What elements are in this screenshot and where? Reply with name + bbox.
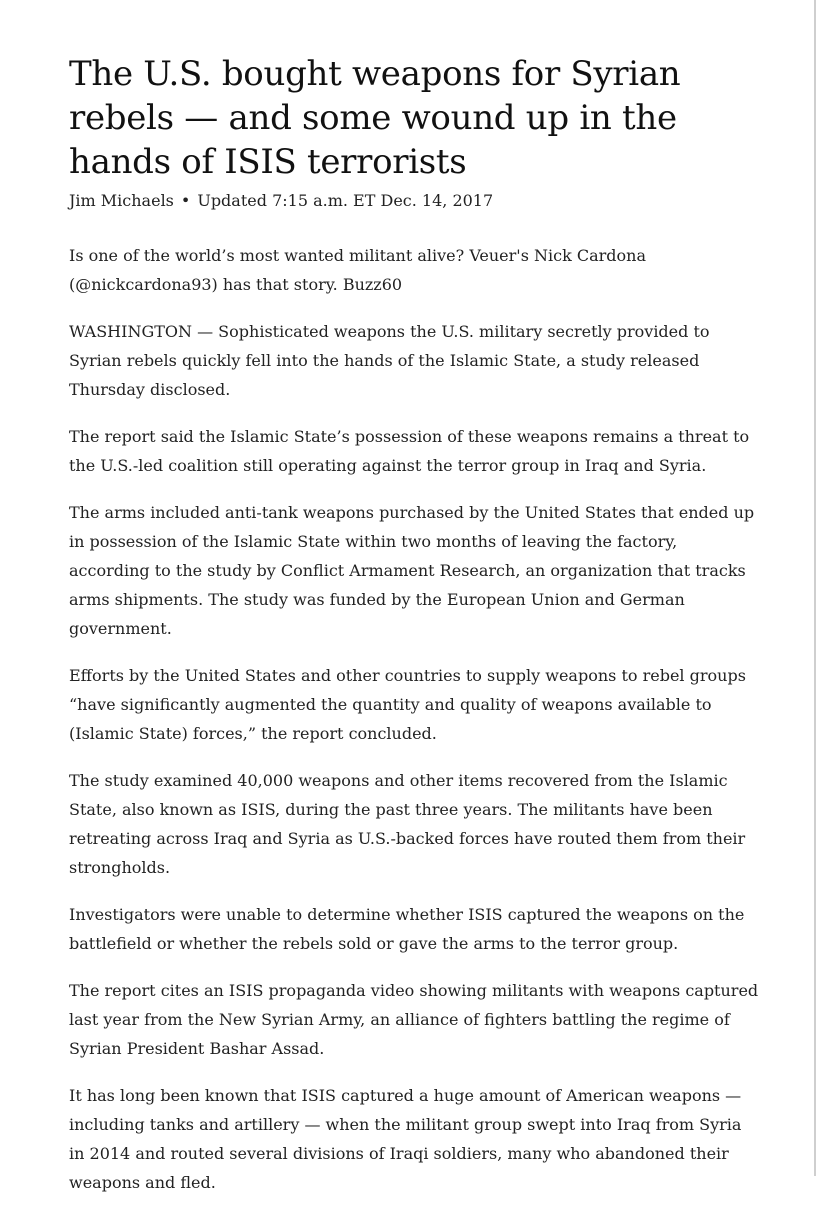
article	[69, 52, 759, 1215]
article-paragraph-video-caption: Is one of the world’s most wanted militant alive? Veuer's Nick Cardona (@nickcardona93) has that story. Buzz60	[69, 246, 646, 294]
updated-timestamp: Updated 7:15 a.m. ET Dec. 14, 2017	[197, 191, 494, 210]
article-paragraph: The study examined 40,000 weapons and other items recovered from the Islamic State, also known as ISIS, during the past three years. The militants have been retreating across Iraq and Syria as U.S.-backed forces have routed them from their strongholds.	[69, 771, 746, 877]
article-paragraph: The arms included anti-tank weapons purchased by the United States that ended up in possession of the Islamic State within two months of leaving the factory, according to the study by Conflict Armament Research, an organization that tracks arms shipments. The study was funded by the European Union and German government.	[69, 503, 755, 638]
article-paragraph: It has long been known that ISIS captured a huge amount of American weapons — including tanks and artillery — when the militant group swept into Iraq from Syria in 2014 and routed several divisions of Iraqi soldiers, many who abandoned their weapons and fled.	[69, 1086, 742, 1192]
author-name[interactable]: Jim Michaels	[69, 191, 174, 210]
article-headline: The U.S. bought weapons for Syrian rebels — and some wound up in the hands of ISIS terrorists	[69, 54, 681, 182]
byline	[69, 190, 759, 212]
byline-separator: •	[180, 191, 191, 210]
article-body	[69, 241, 759, 1197]
article-paragraph: WASHINGTON — Sophisticated weapons the U.S. military secretly provided to Syrian rebels quickly fell into the hands of the Islamic State, a study released Thursday disclosed.	[69, 322, 710, 399]
article-paragraph: The report said the Islamic State’s possession of these weapons remains a threat to the U.S.-led coalition still operating against the terror group in Iraq and Syria.	[69, 427, 750, 475]
article-paragraph: Efforts by the United States and other countries to supply weapons to rebel groups “have significantly augmented the quantity and quality of weapons available to (Islamic State) forces,” the report concluded.	[69, 666, 746, 743]
article-paragraph: Investigators were unable to determine whether ISIS captured the weapons on the battlefield or whether the rebels sold or gave the arms to the terror group.	[69, 905, 745, 953]
article-paragraph: The report cites an ISIS propaganda video showing militants with weapons captured last year from the New Syrian Army, an alliance of fighters battling the regime of Syrian President Bashar Assad.	[69, 981, 759, 1058]
